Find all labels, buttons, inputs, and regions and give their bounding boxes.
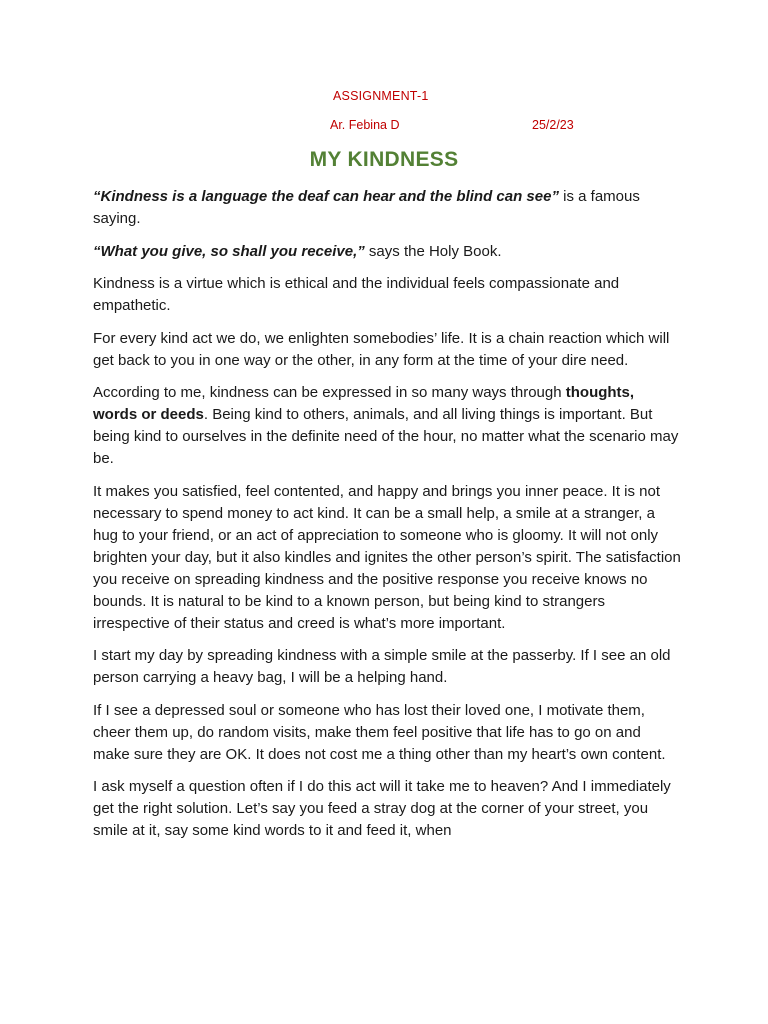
paragraph-5-bold: thoughts, words or deeds [93, 384, 635, 423]
paragraph-9: I ask myself a question often if I do this act will it take me to heaven? And I immediately get the right solution. Let’s say you feed a stray dog at the corner of your street, you smile at it, say some kind words to it and feed it, when [93, 778, 671, 839]
paragraph-7: I start my day by spreading kindness with a simple smile at the passerby. If I see an old person carrying a heavy bag, I will be a helping hand. [93, 647, 671, 686]
page-title: MY KINDNESS [309, 148, 459, 171]
essay-body [93, 186, 681, 853]
assignment-label: ASSIGNMENT-1 [333, 89, 429, 103]
paragraph-3: Kindness is a virtue which is ethical and the individual feels compassionate and empathetic. [93, 275, 620, 314]
quote-holy-book: “What you give, so shall you receive,” [93, 242, 365, 260]
paragraph-2 [93, 241, 681, 263]
author-name: Ar. Febina D [330, 118, 400, 132]
paragraph-4: For every kind act we do, we enlighten somebodies’ life. It is a chain reaction which will get back to you in one way or the other, in any form at the time of your dire need. [93, 329, 670, 369]
paragraph-6: It makes you satisfied, feel contented, and happy and brings you inner peace. It is not necessary to spend money to act kind. It can be a small help, a smile at a stranger, a hug to your friend, or an act of appreciation to someone who is gloomy. It will not only brighten your day, but it also kindles and ignites the other person’s spirit. The satisfaction you receive on spreading kindness and the positive response you receive knows no bounds. It is natural to be kind to a known person, but being kind to strangers irrespective of their status and creed is what’s more important. [93, 482, 681, 632]
assignment-date: 25/2/23 [532, 118, 574, 132]
paragraph-1 [93, 186, 681, 230]
paragraph-2-text: says the Holy Book. [364, 242, 502, 260]
quote-kindness-language: “Kindness is a language the deaf can hear and the blind can see” [93, 188, 559, 205]
paragraph-1-text: is a famous saying. [93, 188, 640, 227]
paragraph-5 [93, 382, 681, 470]
paragraph-8: If I see a depressed soul or someone who has lost their loved one, I motivate them, cheer them up, do random visits, make them feel positive that life has to go on and make sure they are OK. It does not cost me a thing other than my heart’s own content. [93, 701, 666, 763]
paragraph-5-after: . Being kind to others, animals, and all living things is important. But being kind to ourselves in the definite need of the hour, no matter what the scenario may be. [93, 406, 679, 467]
paragraph-5-before: According to me, kindness can be expressed in so many ways through [93, 384, 566, 401]
